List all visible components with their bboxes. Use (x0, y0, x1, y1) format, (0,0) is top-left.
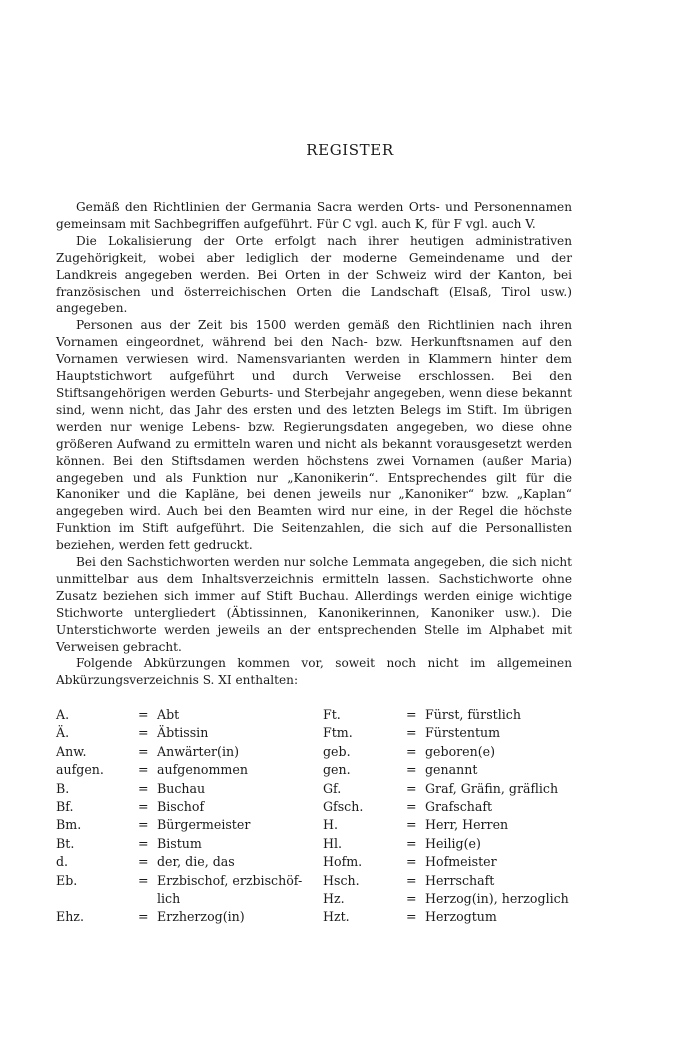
abbreviation: Ftm. (323, 725, 353, 741)
equals-sign: = (138, 762, 149, 778)
equals-sign: = (406, 799, 417, 815)
abbreviation (56, 890, 138, 908)
expansion: Fürstentum (425, 725, 501, 741)
equals-sign: = (406, 817, 417, 833)
equals-sign: = (138, 780, 149, 796)
abbreviation: Ft. (323, 707, 341, 722)
expansion: Hofmeister (425, 854, 497, 870)
expansion: Herzogtum (425, 909, 497, 925)
equals-sign: = (406, 743, 417, 759)
equals-sign (138, 890, 157, 908)
abbreviation-table (56, 706, 586, 927)
expansion: Erzherzog(in) (157, 909, 245, 925)
paragraph: Die Lokalisierung der Orte erfolgt nach ihrer heutigen administrativen Zugehörigkeit, wobei aber lediglich der moderne Gemeindename und der Landkreis angegeben werden. Bei Orten in der Schweiz wird der Kanton, bei französischen und österreichischen Orten die Landschaft (Elsaß, Tirol usw.) angegeben. (56, 233, 572, 316)
abbreviation: gen. (323, 762, 351, 778)
abbreviation: Gf. (323, 780, 342, 796)
expansion: Äbtissin (157, 725, 209, 741)
equals-sign: = (406, 762, 417, 778)
abbreviation: Bm. (56, 817, 82, 833)
abbreviation-row (56, 816, 586, 834)
abbreviation: H. (323, 817, 338, 833)
expansion: geboren(e) (425, 743, 496, 759)
intro-text (56, 199, 572, 689)
equals-sign: = (406, 780, 417, 796)
equals-sign: = (138, 817, 149, 833)
expansion: der, die, das (157, 854, 235, 870)
equals-sign: = (138, 854, 149, 870)
equals-sign: = (138, 799, 149, 815)
abbreviation: Anw. (56, 743, 87, 759)
expansion: Abt (157, 707, 180, 722)
expansion: Bürgermeister (157, 817, 251, 833)
abbreviation: Eb. (56, 872, 78, 888)
abbreviation-row (56, 798, 586, 816)
abbreviation-row (56, 835, 586, 853)
abbreviation: Ehz. (56, 909, 84, 925)
paragraph: Personen aus der Zeit bis 1500 werden gemäß den Richtlinien nach ihren Vornamen eingeordnet, während bei den Nach- bzw. Herkunftsnamen auf den Vornamen verwiesen wird. Namensvarianten werden in Klammern hinter dem Hauptstichwort aufgeführt und durch Verweise erschlossen. Bei den Stiftsangehörigen werden Geburts- und Sterbejahr angegeben, wenn diese bekannt sind, wenn nicht, das Jahr des ersten und des letzten Belegs im Stift. Im übrigen werden nur wenige Lebens- bzw. Regierungsdaten angegeben, wo diese ohne größeren Aufwand zu ermitteln waren und nicht als bekannt vorausgesetzt werden können. Bei den Stiftsdamen werden höchstens zwei Vornamen (außer Maria) angegeben und als Funktion nur „Kanonikerin“. Entsprechendes gilt für die Kanoniker und die Kapläne, bei denen jeweils nur „Kanoniker“ bzw. „Kaplan“ angegeben wird. Auch bei den Beamten wird nur eine, in der Regel die höchste Funktion im Stift aufgeführt. Die Seitenzahlen, die sich auf die Personallisten beziehen, werden fett gedruckt. (56, 318, 572, 553)
expansion: Herr, Herren (425, 817, 509, 833)
abbreviation-row (56, 908, 586, 926)
abbreviation: Hsch. (323, 872, 360, 888)
equals-sign: = (138, 725, 149, 741)
abbreviation: Ä. (56, 725, 70, 741)
expansion: Herzog(in), herzoglich (425, 891, 569, 907)
equals-sign: = (138, 909, 149, 925)
abbreviation: Hofm. (323, 854, 363, 870)
paragraph: Gemäß den Richtlinien der Germania Sacra werden Orts- und Personennamen gemeinsam mit Sachbegriffen aufgeführt. Für C vgl. auch K, für F vgl. auch V. (56, 200, 572, 231)
equals-sign: = (406, 725, 417, 741)
abbreviation: d. (56, 854, 69, 870)
expansion: Fürst, fürstlich (425, 707, 521, 722)
expansion: Erzbischof, erzbischöf- (157, 872, 303, 888)
expansion: lich (157, 891, 181, 907)
expansion: Buchau (157, 780, 206, 796)
abbreviation-row (56, 780, 586, 798)
equals-sign: = (406, 891, 417, 907)
expansion: Bischof (157, 799, 205, 815)
abbreviation: geb. (323, 743, 351, 759)
page-title: REGISTER (306, 141, 394, 159)
abbreviation-row (56, 890, 586, 908)
abbreviation-row (56, 706, 586, 724)
abbreviation-row (56, 853, 586, 871)
abbreviation-row (56, 724, 586, 742)
abbreviation: A. (56, 707, 70, 722)
abbreviation: Bt. (56, 835, 75, 851)
abbreviation: Bf. (56, 799, 74, 815)
abbreviation: Hl. (323, 835, 343, 851)
expansion: aufgenommen (157, 762, 248, 778)
expansion: Grafschaft (425, 799, 493, 815)
expansion: Heilig(e) (425, 835, 481, 851)
equals-sign: = (138, 872, 149, 888)
paragraph: Folgende Abkürzungen kommen vor, soweit noch nicht im allgemeinen Abkürzungsverzeichnis S. XI enthalten: (56, 656, 572, 688)
expansion: Anwärter(in) (157, 743, 240, 759)
equals-sign: = (138, 835, 149, 851)
equals-sign: = (138, 707, 149, 722)
expansion: Graf, Gräfin, gräflich (425, 780, 559, 796)
equals-sign: = (406, 872, 417, 888)
expansion: Herrschaft (425, 872, 495, 888)
equals-sign: = (406, 854, 417, 870)
equals-sign: = (406, 909, 417, 925)
abbreviation: B. (56, 780, 70, 796)
paragraph: Bei den Sachstichworten werden nur solche Lemmata angegeben, die sich nicht unmittelbar aus dem Inhaltsverzeichnis ermitteln lassen. Sachstichworte ohne Zusatz beziehen sich immer auf Stift Buchau. Allerdings werden einige wichtige Stichworte untergliedert (Äbtissinnen, Kanonikerinnen, Kanoniker usw.). Die Unterstichworte werden jeweils an der entsprechenden Stelle im Alphabet mit Verweisen gebracht. (56, 555, 572, 654)
abbreviation: Hz. (323, 891, 345, 907)
abbreviation: Gfsch. (323, 799, 364, 815)
expansion: genannt (425, 762, 478, 778)
abbreviation-row (56, 761, 586, 779)
abbreviation: Hzt. (323, 909, 350, 925)
equals-sign: = (406, 707, 417, 722)
abbreviation-row (56, 743, 586, 761)
equals-sign: = (406, 835, 417, 851)
equals-sign: = (138, 743, 149, 759)
abbreviation: aufgen. (56, 762, 104, 778)
abbreviation-row (56, 872, 586, 890)
expansion: Bistum (157, 835, 202, 851)
